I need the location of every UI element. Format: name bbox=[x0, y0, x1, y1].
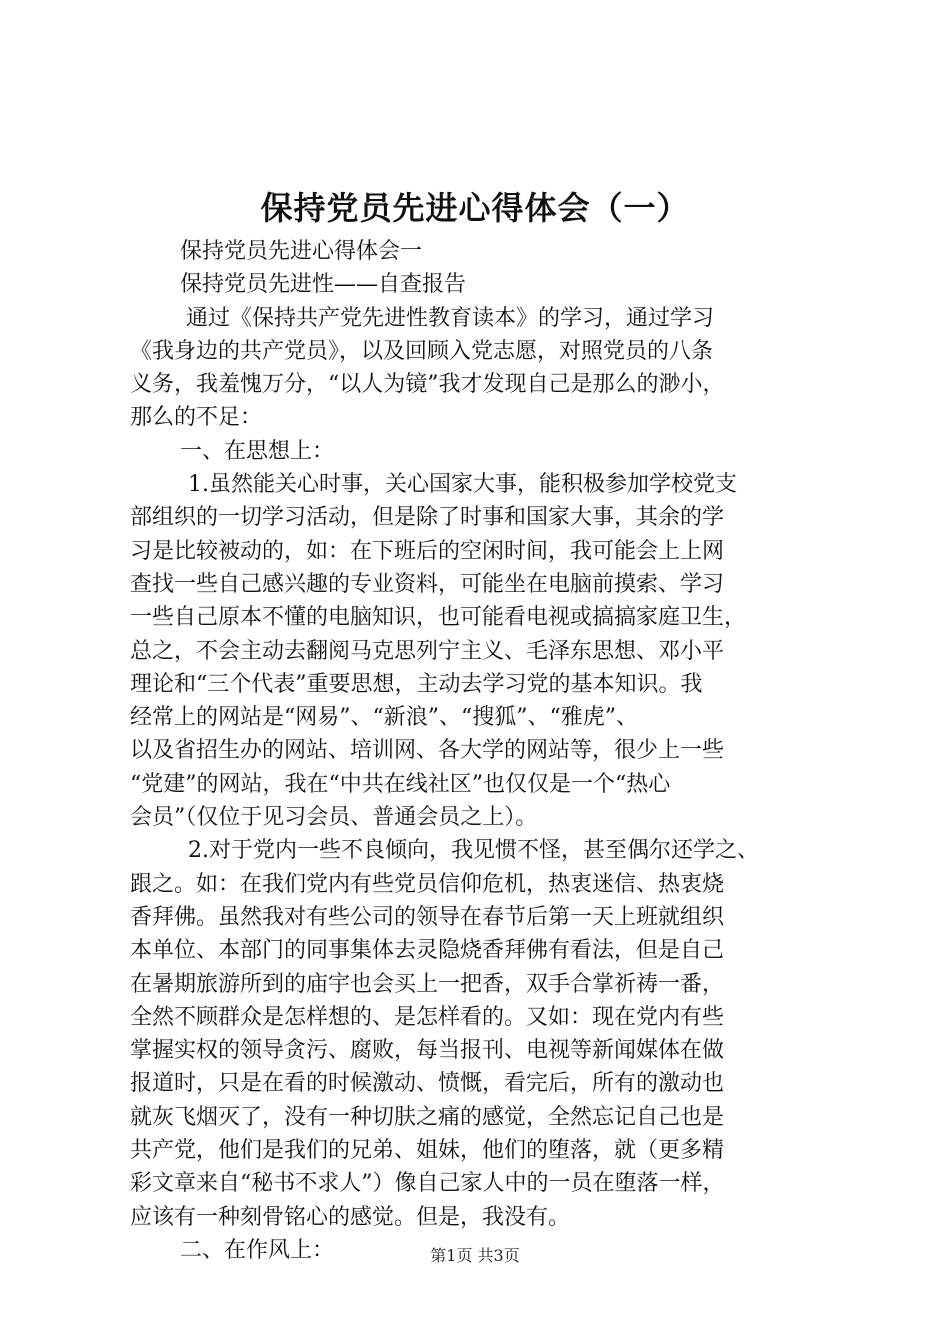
paragraph-line: 义务，我羞愧万分，“以人为镜”我才发现自己是那么的渺小， bbox=[130, 372, 725, 398]
page-indicator: 第1页 共3页 bbox=[430, 1246, 520, 1265]
paragraph-line: 掌握实权的领导贪污、腐败，每当报刊、电视等新闻媒体在做 bbox=[130, 1038, 725, 1064]
paragraph-line: 总之，不会主动去翻阅马克思列宁主义、毛泽东思想、邓小平 bbox=[130, 638, 725, 664]
paragraph-line: 一些自己原本不懂的电脑知识，也可能看电视或搞搞家庭卫生， bbox=[130, 605, 747, 631]
paragraph-line: 全然不顾群众是怎样想的、是怎样看的。又如：现在党内有些 bbox=[130, 1004, 725, 1030]
paragraph-line: 报道时，只是在看的时候激动、愤慨，看完后，所有的激动也 bbox=[130, 1071, 725, 1097]
document-body bbox=[130, 235, 830, 1267]
paragraph-line: 以及省招生办的网站、培训网、各大学的网站等，很少上一些 bbox=[130, 738, 725, 764]
subtitle-line: 保持党员先进心得体会一 bbox=[180, 239, 423, 264]
document-title: 保持党员先进心得体会（一） bbox=[260, 189, 690, 227]
paragraph-line: 1.虽然能关心时事，关心国家大事，能积极参加学校党支 bbox=[188, 472, 737, 498]
paragraph-line: 查找一些自己感兴趣的专业资料，可能坐在电脑前摸索、学习 bbox=[130, 571, 725, 597]
paragraph-line: 会员”（仅位于见习会员、普通会员之上）。 bbox=[130, 805, 538, 831]
paragraph-line: “党建”的网站，我在“中共在线社区”也仅仅是一个“热心 bbox=[130, 771, 671, 797]
paragraph-line: 共产党，他们是我们的兄弟、姐妹，他们的堕落，就（更多精 bbox=[130, 1138, 725, 1164]
paragraph-line: 香拜佛。虽然我对有些公司的领导在春节后第一天上班就组织 bbox=[130, 904, 725, 930]
paragraph-line: 2.对于党内一些不良倾向，我见惯不怪，甚至偶尔还学之、 bbox=[188, 838, 759, 864]
section-heading: 二、在作风上： bbox=[180, 1237, 335, 1263]
paragraph-line: 那么的不足： bbox=[130, 405, 263, 431]
paragraph-line: 本单位、本部门的同事集体去灵隐烧香拜佛有看法，但是自己 bbox=[130, 938, 725, 964]
paragraph-line: 部组织的一切学习活动，但是除了时事和国家大事，其余的学 bbox=[130, 505, 725, 531]
paragraph-line: 习是比较被动的，如：在下班后的空闲时间，我可能会上上网 bbox=[130, 538, 725, 564]
paragraph-line: 《我身边的共产党员》，以及回顾入党志愿，对照党员的八条 bbox=[130, 338, 714, 364]
page-footer bbox=[0, 1245, 950, 1267]
paragraph-line: 应该有一种刻骨铭心的感觉。但是，我没有。 bbox=[130, 1204, 571, 1230]
paragraph-line: 通过《保持共产党先进性教育读本》的学习，通过学习 bbox=[186, 305, 715, 331]
paragraph-line: 经常上的网站是“网易”、“新浪”、“搜狐”、“雅虎”、 bbox=[130, 705, 638, 731]
paragraph-line: 理论和“三个代表”重要思想，主动去学习党的基本知识。我 bbox=[130, 671, 703, 697]
subtitle-line: 保持党员先进性——自查报告 bbox=[180, 272, 467, 298]
section-heading: 一、在思想上： bbox=[180, 438, 335, 464]
paragraph-line: 彩文章来自“秘书不求人”）像自己家人中的一员在堕落一样， bbox=[130, 1171, 725, 1197]
paragraph-line: 跟之。如：在我们党内有些党员信仰危机，热衷迷信、热衷烧 bbox=[130, 871, 725, 897]
paragraph-line: 就灰飞烟灭了，没有一种切肤之痛的感觉，全然忘记自己也是 bbox=[130, 1104, 725, 1130]
paragraph-line: 在暑期旅游所到的庙宇也会买上一把香，双手合掌祈祷一番， bbox=[130, 971, 725, 997]
